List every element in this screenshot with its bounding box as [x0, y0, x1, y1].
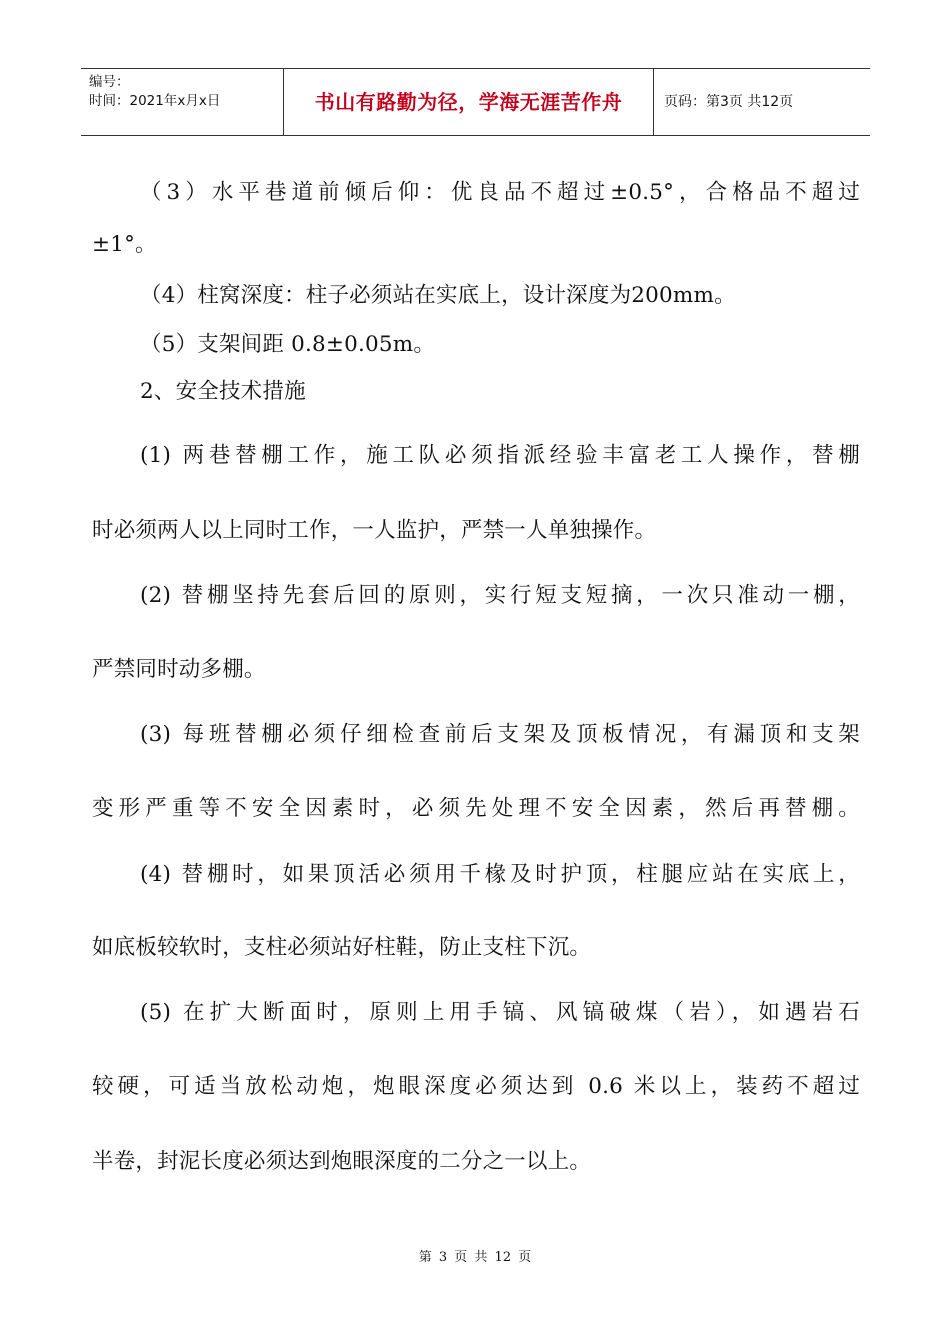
body-line: (5) 在扩大断面时，原则上用手镐、风镐破煤（岩），如遇岩石 — [140, 1000, 860, 1025]
body-line: （4）柱窝深度：柱子必须站在实底上，设计深度为200mm。 — [140, 283, 736, 308]
header-motto: 书山有路勤为径，学海无涯苦作舟 — [284, 69, 654, 135]
header-meta — [81, 69, 284, 135]
document-number-label: 编号： — [89, 74, 130, 90]
page-footer: 第 3 页 共 12 页 — [418, 1250, 532, 1265]
section-heading: 2、安全技术措施 — [140, 379, 306, 404]
body-line: (3) 每班替棚必须仔细检查前后支架及顶板情况，有漏顶和支架 — [140, 722, 860, 747]
body-line: 时必须两人以上同时工作，一人监护，严禁一人单独操作。 — [92, 518, 657, 543]
body-line: (1) 两巷替棚工作，施工队必须指派经验丰富老工人操作，替棚 — [140, 443, 860, 468]
body-line: 变形严重等不安全因素时，必须先处理不安全因素，然后再替棚。 — [92, 796, 860, 821]
header-page-info: 页码：第3页 共12页 — [664, 94, 794, 110]
body-line: 如底板较软时，支柱必须站好柱鞋，防止支柱下沉。 — [92, 935, 592, 960]
body-line: (4) 替棚时，如果顶活必须用千椽及时护顶，柱腿应站在实底上， — [140, 862, 860, 887]
body-line: (2) 替棚坚持先套后回的原则，实行短支短摘，一次只准动一棚， — [140, 583, 860, 608]
body-line: 较硬，可适当放松动炮，炮眼深度必须达到 0.6 米以上，装药不超过 — [92, 1074, 860, 1099]
document-header — [81, 68, 870, 136]
body-line: （5）支架间距 0.8±0.05m。 — [140, 332, 436, 357]
body-line: （3）水平巷道前倾后仰：优良品不超过±0.5°，合格品不超过 — [140, 180, 860, 205]
body-line: 严禁同时动多棚。 — [92, 657, 266, 682]
document-date: 时间：2021年x月x日 — [89, 93, 221, 109]
body-line: 半卷，封泥长度必须达到炮眼深度的二分之一以上。 — [92, 1149, 592, 1174]
body-line: ±1°。 — [92, 232, 157, 257]
